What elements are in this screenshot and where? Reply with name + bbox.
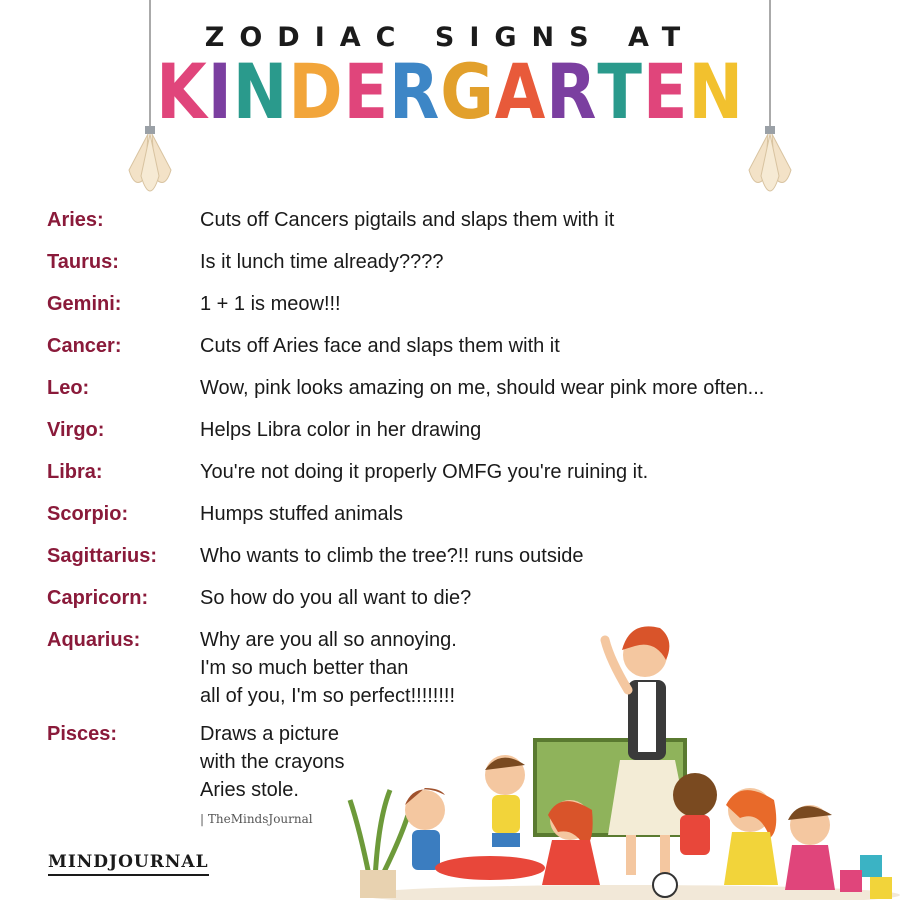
zodiac-sign-label: Aquarius: xyxy=(47,629,141,651)
zodiac-description xyxy=(200,500,890,528)
title-letter: N xyxy=(688,47,744,136)
description-line: I'm so much better than xyxy=(200,657,409,679)
description-line: all of you, I'm so perfect!!!!!!!! xyxy=(200,685,456,707)
zodiac-description xyxy=(200,458,890,486)
description-line: You're not doing it properly OMFG you're ruining it. xyxy=(200,461,649,483)
zodiac-sign-label: Capricorn: xyxy=(47,587,149,609)
title-letter: R xyxy=(389,47,441,136)
description-line: Is it lunch time already???? xyxy=(200,251,444,273)
zodiac-sign-label: Cancer: xyxy=(47,335,122,357)
zodiac-sign-label: Pisces: xyxy=(47,723,118,745)
brand-logo[interactable]: MINDJOURNAL xyxy=(48,852,209,876)
description-line: with the crayons xyxy=(200,751,345,773)
description-line: Wow, pink looks amazing on me, should wear pink more often... xyxy=(200,377,765,399)
zodiac-sign-label: Aries: xyxy=(47,209,104,231)
zodiac-description xyxy=(200,248,890,276)
zodiac-sign-label: Taurus: xyxy=(47,251,119,273)
title-letter: A xyxy=(494,47,547,136)
title-letter: R xyxy=(546,47,598,136)
title-letter: E xyxy=(343,47,390,136)
description-line: Why are you all so annoying. xyxy=(200,629,457,651)
description-line: Draws a picture xyxy=(200,723,339,745)
zodiac-sign-label: Scorpio: xyxy=(47,503,129,525)
title-letter: K xyxy=(156,47,208,136)
zodiac-description xyxy=(200,416,890,444)
description-line: 1 + 1 is meow!!! xyxy=(200,293,341,315)
watermark-text: | TheMindsJournal xyxy=(200,812,313,826)
title-letter: N xyxy=(232,47,289,136)
title-letter: I xyxy=(207,47,233,136)
title-letter: E xyxy=(642,47,689,136)
description-line: Helps Libra color in her drawing xyxy=(200,419,482,441)
zodiac-description xyxy=(200,290,890,318)
title-kindergarten xyxy=(63,47,837,136)
description-line: Cuts off Cancers pigtails and slaps them with it xyxy=(200,209,615,231)
zodiac-sign-label: Leo: xyxy=(47,377,90,399)
zodiac-description xyxy=(200,374,890,402)
description-line: Aries stole. xyxy=(200,779,299,801)
zodiac-description xyxy=(200,332,890,360)
description-line: Humps stuffed animals xyxy=(200,503,404,525)
title-line-1: ZODIAC SIGNS AT xyxy=(204,22,696,53)
zodiac-sign-label: Gemini: xyxy=(47,293,122,315)
zodiac-description xyxy=(200,542,890,570)
title-letter: T xyxy=(597,47,643,136)
zodiac-description xyxy=(200,206,890,234)
title-letter: D xyxy=(288,47,344,136)
kindergarten-illustration xyxy=(330,600,900,900)
zodiac-sign-label: Virgo: xyxy=(47,419,105,441)
description-line: Cuts off Aries face and slaps them with it xyxy=(200,335,560,357)
zodiac-sign-label: Sagittarius: xyxy=(47,545,158,567)
zodiac-sign-label: Libra: xyxy=(47,461,103,483)
description-line: Who wants to climb the tree?!! runs outside xyxy=(200,545,584,567)
title-letter: G xyxy=(440,47,495,136)
description-line: So how do you all want to die? xyxy=(200,587,472,609)
